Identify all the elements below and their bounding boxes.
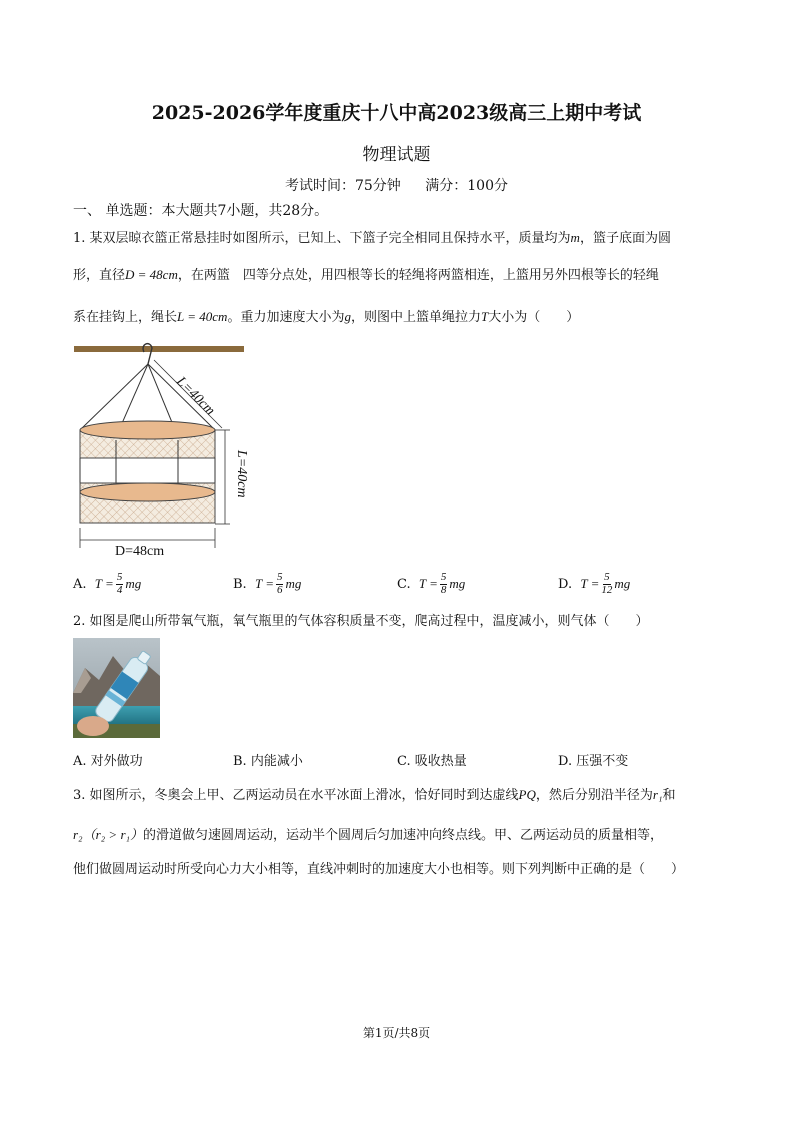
q1-text-c: 形，直径 — [73, 268, 126, 283]
q3-var-PQ: PQ — [518, 787, 536, 802]
q1-line3 — [73, 310, 579, 324]
exam-title: 2025-2026学年度重庆十八中高2023级高三上期中考试 — [151, 102, 642, 124]
q3-line1: 3. 如图所示，冬奥会上甲、乙两运动员在水平冰面上滑冰，恰好同时到达虚线PQ，然后分别沿半径为r₁和 — [73, 787, 676, 803]
q1-diameter: D = 48cm — [125, 267, 178, 282]
page-number: 第1页/共8页 — [362, 1026, 431, 1040]
hand-shape — [77, 716, 109, 736]
q3-line2: r₂（r₂ > r₁）的滑道做匀速圆周运动，运动半个圆周后匀加速冲向终点线。甲、乙两运动员的质量相等， — [73, 827, 664, 843]
q1-option-d[interactable]: D. T = $\frac{5}{12}$ mg — [558, 571, 631, 596]
q3-var-r2: r₂ — [73, 827, 83, 842]
q2-stem: 2. 如图是爬山所带氧气瓶，氧气瓶里的气体容积质量不变，爬高过程中，温度减小，则气体（ ） — [73, 614, 649, 629]
q1-basket-figure — [70, 338, 250, 560]
subject-title: 物理试题 — [362, 145, 431, 165]
q1-option-c[interactable]: C. T = $\frac{5}{8}$ mg — [397, 571, 466, 596]
q1-text-h: 大小为（ ） — [488, 310, 580, 325]
q2-option-c[interactable]: C. 吸收热量 — [397, 754, 467, 769]
exam-time: 考试时间：75分钟 — [284, 178, 401, 194]
q3-condition: （r₂ > r₁） — [82, 827, 144, 842]
q1-text-g: ，则图中上篮单绳拉力 — [350, 310, 481, 325]
q1-text-b: ，篮子底面为圆 — [579, 231, 671, 246]
q1-line1 — [73, 231, 671, 245]
diameter-label: D=48cm — [115, 544, 165, 559]
exam-info — [0, 175, 793, 195]
q1-text-e: 系在挂钩上，绳长 — [73, 310, 178, 325]
q2-option-d[interactable]: D. 压强不变 — [558, 754, 629, 769]
q1-text-d: ，在两篮 四等分点处，用四根等长的轻绳将两篮相连，上篮用另外四根等长的轻绳 — [177, 268, 659, 283]
q1-option-a[interactable]: A. T = $\frac{5}{4}$ mg — [73, 571, 142, 596]
upper-basket-top — [80, 421, 215, 439]
q1-length: L = 40cm — [177, 309, 228, 324]
section-heading: 一、 单选题：本大题共7小题，共28分。 — [73, 203, 329, 219]
q1-line2 — [73, 268, 659, 282]
q1-option-b[interactable]: B. T = $\frac{5}{6}$ mg — [233, 571, 302, 596]
q1-var-m: m — [570, 230, 580, 245]
vertical-length-label: L=40cm — [234, 450, 249, 498]
q1-text-a: 1. 某双层晾衣篮正常悬挂时如图所示，已知上、下篮子完全相同且保持水平，质量均为 — [73, 231, 571, 246]
q1-var-T: T — [480, 309, 489, 324]
hanging-rod — [74, 346, 244, 352]
q2-option-b[interactable]: B. 内能减小 — [233, 754, 303, 769]
q2-oxygen-bottle-photo — [73, 638, 160, 738]
q3-var-r1: r₁ — [652, 787, 663, 802]
q1-text-f: 。重力加速度大小为 — [227, 310, 345, 325]
q3-line3: 他们做圆周运动时所受向心力大小相等，直线冲刺时的加速度大小也相等。则下列判断中正确的是（ ） — [73, 862, 685, 877]
q2-option-a[interactable]: A. 对外做功 — [73, 754, 143, 769]
rope-length-label: L=40cm — [173, 374, 218, 419]
q1-var-g: g — [344, 309, 351, 324]
lower-basket-top — [80, 483, 215, 501]
full-score: 满分：100分 — [425, 178, 508, 194]
